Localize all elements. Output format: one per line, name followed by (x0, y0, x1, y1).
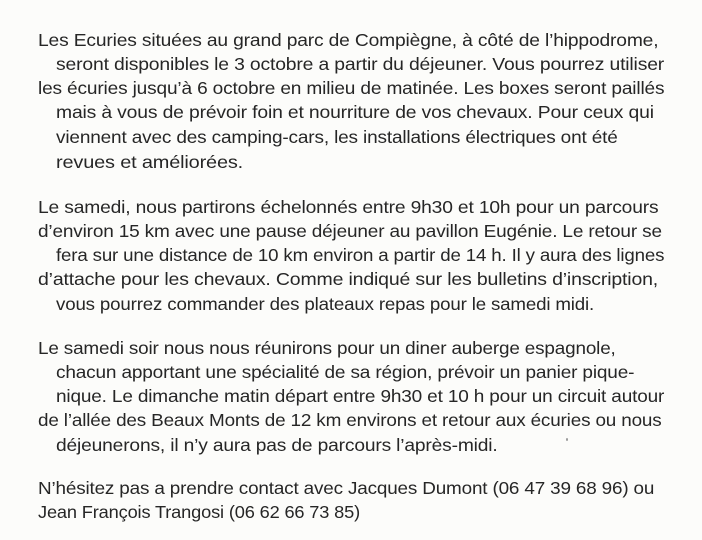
text-line: fera sur une distance de 10 km environ a partir de 14 h. Il y aura des lignes (56, 245, 665, 265)
text-line: d’environ 15 km avec une pause déjeuner au pavillon Eugénie. Le retour se (38, 221, 662, 241)
scan-speck (566, 438, 568, 441)
text-line: N’hésitez pas a prendre contact avec Jacques Dumont (06 47 39 68 96) ou (38, 478, 655, 498)
text-line: chacun apportant une spécialité de sa région, prévoir un panier pique- (56, 362, 635, 382)
text-line: nique. Le dimanche matin départ entre 9h30 et 10 h pour un circuit autour (56, 386, 665, 406)
text-line: Le samedi soir nous nous réunirons pour un diner auberge espagnole, (38, 338, 616, 358)
text-line: seront disponibles le 3 octobre a partir du déjeuner. Vous pourrez utiliser (56, 54, 665, 74)
text-line: revues et améliorées. (56, 152, 244, 172)
text-line: de l’allée des Beaux Monts de 12 km environs et retour aux écuries ou nous (38, 410, 662, 430)
text-line: d’attache pour les chevaux. Comme indiqué sur les bulletins d’inscription, (38, 269, 659, 289)
text-line: Le samedi, nous partirons échelonnés entre 9h30 et 10h pour un parcours (38, 197, 659, 217)
text-line: mais à vous de prévoir foin et nourriture de vos chevaux. Pour ceux qui (56, 102, 654, 122)
text-line: les écuries jusqu’à 6 octobre en milieu de matinée. Les boxes seront paillés (38, 78, 665, 98)
text-line: Les Ecuries situées au grand parc de Compiègne, à côté de l’hippodrome, (38, 30, 659, 50)
text-line: déjeunerons, il n’y aura pas de parcours l’après-midi. (56, 435, 498, 455)
text-line: vous pourrez commander des plateaux repas pour le samedi midi. (56, 294, 595, 314)
text-line: Jean François Trangosi (06 62 66 73 85) (38, 502, 361, 522)
text-line: viennent avec des camping-cars, les installations électriques ont été (56, 127, 618, 147)
